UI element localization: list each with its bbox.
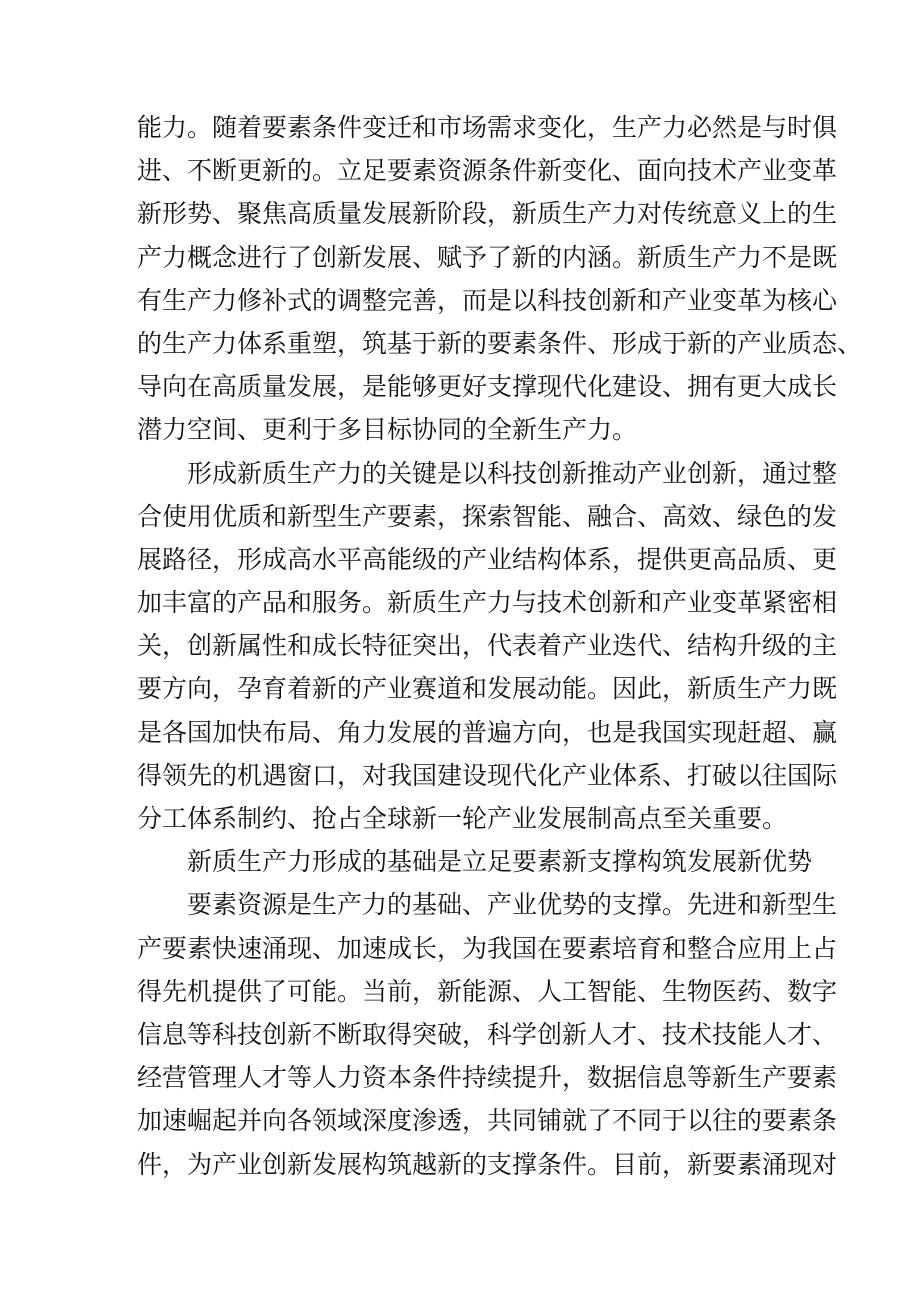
text-line: 加速崛起并向各领域深度渗透，共同铺就了不同于以往的要素条 — [137, 1106, 838, 1136]
text-line: 形成新质生产力的关键是以科技创新推动产业创新，通过整 — [187, 458, 838, 488]
text-line: 关，创新属性和成长特征突出，代表着产业迭代、结构升级的主 — [137, 631, 838, 661]
text-line: 得先机提供了可能。当前，新能源、人工智能、生物医药、数字 — [137, 976, 838, 1006]
text-line: 新质生产力形成的基础是立足要素新支撑构筑发展新优势 — [187, 847, 813, 877]
text-line: 加丰富的产品和服务。新质生产力与技术创新和产业变革紧密相 — [137, 588, 838, 618]
text-line: 进、不断更新的。立足要素资源条件新变化、面向技术产业变革 — [137, 156, 838, 186]
text-line: 件，为产业创新发展构筑越新的支撑条件。目前，新要素涌现对 — [137, 1149, 838, 1179]
text-line: 产要素快速涌现、加速成长，为我国在要素培育和整合应用上占 — [137, 933, 838, 963]
text-line: 产力概念进行了创新发展、赋予了新的内涵。新质生产力不是既 — [137, 242, 838, 272]
text-line: 信息等科技创新不断取得突破，科学创新人才、技术技能人才、 — [137, 1019, 838, 1049]
text-line: 潜力空间、更利于多目标协同的全新生产力。 — [137, 415, 638, 445]
text-line: 有生产力修补式的调整完善，而是以科技创新和产业变革为核心 — [137, 285, 838, 315]
text-line: 合使用优质和新型生产要素，探索智能、融合、高效、绿色的发 — [137, 501, 838, 531]
text-line: 经营管理人才等人力资本条件持续提升，数据信息等新生产要素 — [137, 1063, 838, 1093]
text-line: 要素资源是生产力的基础、产业优势的支撑。先进和新型生 — [187, 890, 838, 920]
text-line: 分工体系制约、抢占全球新一轮产业发展制高点至关重要。 — [137, 804, 788, 833]
text-line: 是各国加快布局、角力发展的普遍方向，也是我国实现赶超、赢 — [137, 717, 838, 747]
body-text — [137, 106, 863, 1186]
text-line: 得领先的机遇窗口，对我国建设现代化产业体系、打破以往国际 — [137, 760, 838, 790]
text-line: 展路径，形成高水平高能级的产业结构体系，提供更高品质、更 — [137, 544, 838, 574]
text-line: 导向在高质量发展，是能够更好支撑现代化建设、拥有更大成长 — [137, 372, 838, 402]
text-line: 新形势、聚焦高质量发展新阶段，新质生产力对传统意义上的生 — [137, 199, 838, 229]
text-line: 能力。随着要素条件变迁和市场需求变化，生产力必然是与时俱 — [137, 113, 838, 142]
text-line: 要方向，孕育着新的产业赛道和发展动能。因此，新质生产力既 — [137, 674, 838, 704]
text-line: 的生产力体系重塑，筑基于新的要素条件、形成于新的产业质态、 — [137, 328, 863, 358]
